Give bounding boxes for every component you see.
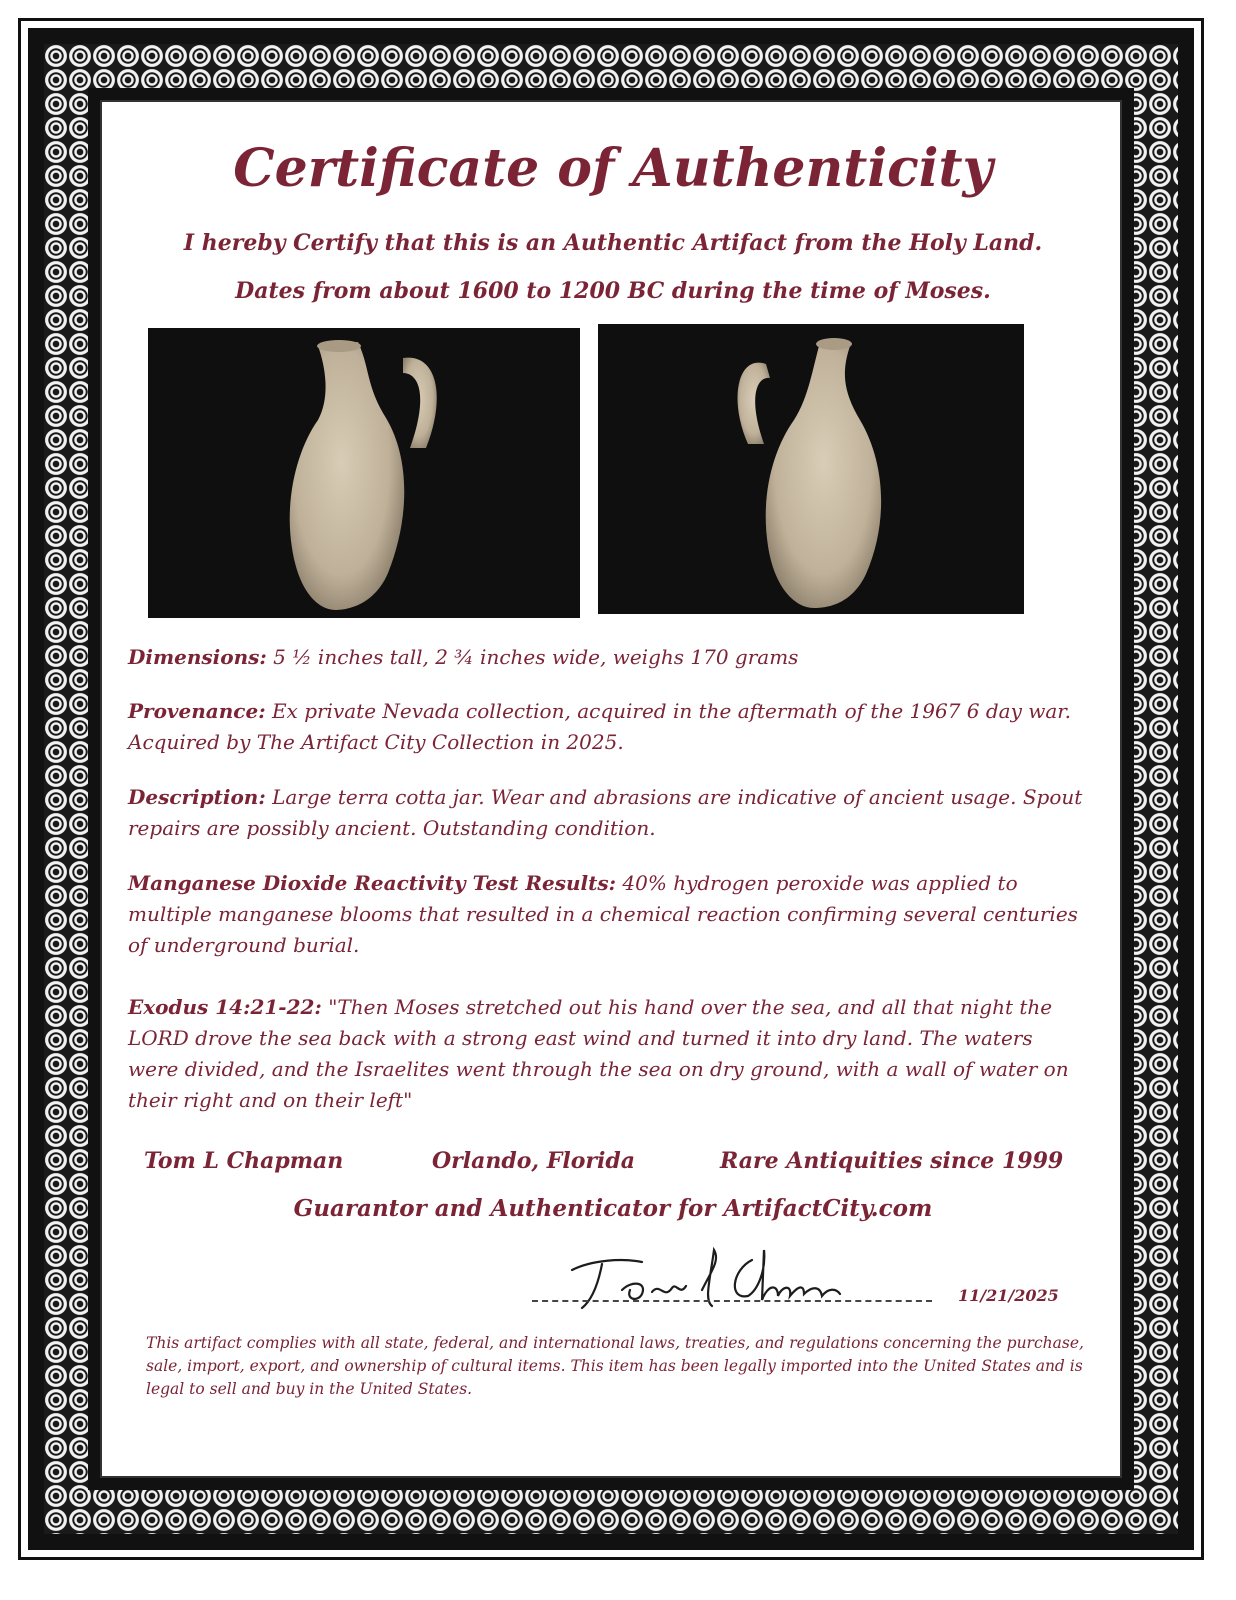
- dimensions-label: Dimensions:: [128, 645, 267, 669]
- test-results-text: 40% hydrogen peroxide was applied to multiple manganese blooms that resulted in a chemical reaction confirming several centuries of underground burial.: [128, 871, 1078, 957]
- provenance-paragraph: [128, 696, 1088, 758]
- dates-line: Dates from about 1600 to 1200 BC during the time of Moses.: [235, 278, 991, 304]
- authenticator-tagline: Rare Antiquities since 1999: [720, 1148, 1064, 1174]
- legal-notice: This artifact complies with all state, federal, and international laws, treaties, and regulations concerning the purchase, sale, import, export, and ownership of cultural items. This item has been legally imported into the United States and is legal to sell and buy in the United States.: [146, 1334, 1084, 1398]
- artifact-photo-right: [598, 324, 1024, 614]
- provenance-text: Ex private Nevada collection, acquired in the aftermath of the 1967 6 day war. Acquired by The Artifact City Collection in 2025.: [128, 699, 1072, 754]
- scripture-text: "Then Moses stretched out his hand over the sea, and all that night the LORD drove the sea back with a strong east wind and turned it into dry land. The waters were divided, and the Israelites went through the sea on dry ground, with a wall of water on their right and on their left": [128, 995, 1069, 1112]
- authenticator-location: Orlando, Florida: [432, 1148, 635, 1174]
- authenticator-name: Tom L Chapman: [144, 1148, 344, 1174]
- scripture-paragraph: [128, 992, 1088, 1116]
- description-paragraph: [128, 782, 1088, 844]
- certificate-title: Certificate of Authenticity: [233, 138, 993, 199]
- description-text: Large terra cotta jar. Wear and abrasions are indicative of ancient usage. Spout repairs are possibly ancient. Outstanding condition.: [128, 785, 1083, 840]
- test-results-paragraph: [128, 868, 1088, 961]
- certify-line: I hereby Certify that this is an Authentic Artifact from the Holy Land.: [183, 230, 1043, 256]
- signature: [552, 1230, 882, 1320]
- guarantor-line: Guarantor and Authenticator for ArtifactCity.com: [293, 1195, 933, 1222]
- dimensions-text: 5 ½ inches tall, 2 ¾ inches wide, weighs 170 grams: [273, 645, 799, 669]
- provenance-label: Provenance:: [128, 699, 266, 723]
- dimensions-paragraph: [128, 642, 1088, 673]
- signature-line: [532, 1300, 932, 1302]
- description-label: Description:: [128, 785, 266, 809]
- certificate-body: [100, 100, 1122, 1478]
- artifact-photo-left: [148, 328, 580, 618]
- certificate-date: 11/21/2025: [958, 1286, 1059, 1305]
- scripture-label: Exodus 14:21-22:: [128, 995, 322, 1019]
- test-results-label: Manganese Dioxide Reactivity Test Results:: [128, 871, 617, 895]
